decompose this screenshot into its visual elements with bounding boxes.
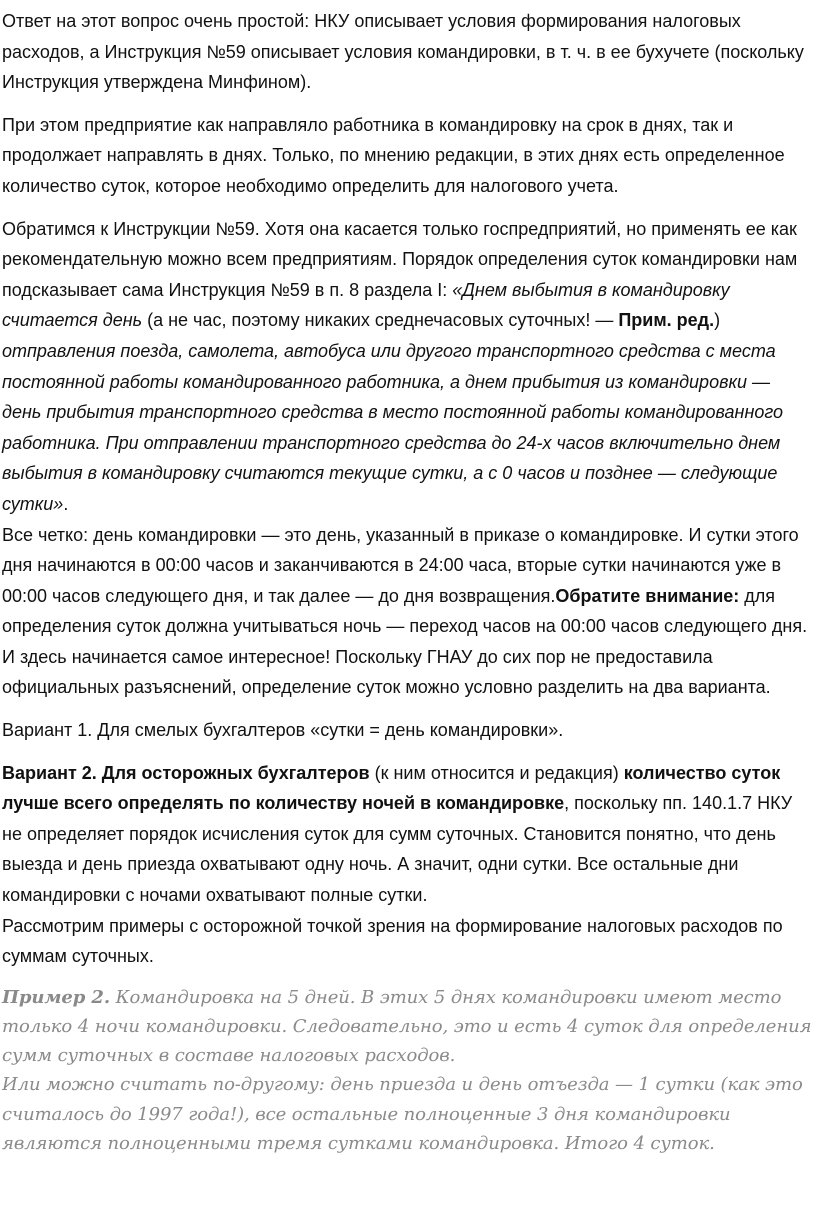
example-text-1: Командировка на 5 дней. В этих 5 днях командировки имеют место только 4 ночи командировки. Следовательно, это и есть 4 суток для определения сумм суточных в составе налоговых расходов. <box>2 986 812 1067</box>
example-label: Пример 2. <box>2 986 110 1008</box>
variant-2-emphasis: количество суток лучше всего определять по количеству ночей в командировке <box>2 762 781 814</box>
paragraph-days-text: При этом предприятие как направляло работника в командировку на срок в днях, так и продолжает направлять в днях. Только, по мнению редакции, в этих днях есть определенное количество суток, которое необходимо определить для налогового учета. <box>2 114 785 196</box>
paragraph-instruction <box>2 214 812 704</box>
paragraph-answer <box>2 6 812 98</box>
paragraph-variant-1 <box>2 715 812 746</box>
instruction-text-2: (а не час, поэтому никаких среднечасовых суточных! — <box>142 310 619 331</box>
paragraph-variant-2 <box>2 758 812 972</box>
variant-2-title: Вариант 2. Для осторожных бухгалтеров <box>2 762 370 783</box>
instruction-quote-2: отправления поезда, самолета, автобуса или другого транспортного средства с места постоянной работы командированного работника, а днем прибытия из командировки — день прибытия транспортного средства в место постоянной работы командированного работника. При отправлении транспортного средства до 24-х часов включительно днем выбытия в командировку считаются текущие сутки, а с 0 часов и позднее — следующие сутки» <box>2 340 784 514</box>
instruction-text-5: Все четко: день командировки — это день, указанный в приказе о командировке. И сутки этого дня начинаются в 00:00 часов и заканчиваются в 24:00 часа, вторые сутки начинаются уже в 00:00 часов следующего дня, и так далее — до дня возвращения. <box>2 524 799 606</box>
example-text-2: Или можно считать по-другому: день приезда и день отъезда — 1 сутки (как это считалось до 1997 года!), все остальные полноценные 3 дня командировки являются полноценными тремя сутками командировка. Итого 4 суток. <box>2 1074 803 1154</box>
variant-2-text-3: Рассмотрим примеры с осторожной точкой зрения на формирование налоговых расходов по суммам суточных. <box>2 915 783 967</box>
variant-2-text-2: , поскольку пп. 140.1.7 НКУ не определяет порядок исчисления суток для сумм суточных. Становится понятно, что день выезда и день приезда охватывают одну ночь. А значит, одни сутки. Все остальные дни командировки с ночами охватывают полные сутки. <box>2 793 793 906</box>
instruction-text-4: . <box>63 493 69 514</box>
example-block <box>2 983 812 1158</box>
editor-note: Прим. ред. <box>618 310 715 331</box>
attention-note: Обратите внимание: <box>555 585 740 606</box>
variant-1-text: Вариант 1. Для смелых бухгалтеров «сутки = день командировки». <box>2 720 564 741</box>
variant-2-text-1: (к ним относится и редакция) <box>369 762 624 783</box>
paragraph-answer-text: Ответ на этот вопрос очень простой: НКУ описывает условия формирования налоговых расходов, а Инструкция №59 описывает условия командировки, в т. ч. в ее бухучете (поскольку Инструкция утверждена Минфином). <box>2 11 804 93</box>
paragraph-days <box>2 110 812 202</box>
instruction-quote-1: «Днем выбытия в командировку считается день <box>2 279 730 331</box>
instruction-text-3: ) <box>714 310 721 331</box>
instruction-text-6: для определения суток должна учитываться ночь — переход часов на 00:00 часов следующего дня. И здесь начинается самое интересное! Поскольку ГНАУ до сих пор не предоставила официальных разъяснений, определение суток можно условно разделить на два варианта. <box>2 585 808 698</box>
instruction-text-1: Обратимся к Инструкции №59. Хотя она касается только госпредприятий, но применять ее как рекомендательную можно всем предприятиям. Порядок определения суток командировки нам подсказывает сама Инструкция №59 в п. 8 раздела I: <box>2 218 798 300</box>
